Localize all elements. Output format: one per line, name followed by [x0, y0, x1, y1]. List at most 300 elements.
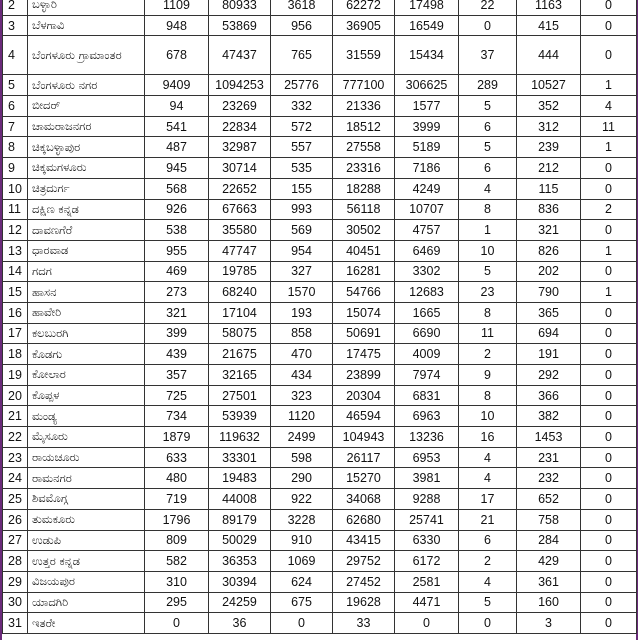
- table-row: [3, 592, 637, 613]
- district-name-cell: ಚಾಮರಾಜನಗರ: [28, 116, 145, 137]
- value-cell: 0: [581, 344, 637, 365]
- table-body: [3, 0, 637, 633]
- value-cell: 6: [459, 116, 517, 137]
- value-cell: 8: [459, 385, 517, 406]
- table-row: [3, 220, 637, 241]
- value-cell: 9288: [395, 489, 459, 510]
- value-cell: 31559: [333, 36, 395, 75]
- value-cell: 2: [459, 551, 517, 572]
- row-number-cell: 25: [3, 489, 28, 510]
- value-cell: 366: [517, 385, 581, 406]
- row-number-cell: 15: [3, 282, 28, 303]
- value-cell: 2: [459, 344, 517, 365]
- value-cell: 633: [145, 447, 209, 468]
- value-cell: 480: [145, 468, 209, 489]
- value-cell: 719: [145, 489, 209, 510]
- value-cell: 25776: [271, 75, 333, 96]
- value-cell: 4: [581, 96, 637, 117]
- value-cell: 6330: [395, 530, 459, 551]
- row-number-cell: 18: [3, 344, 28, 365]
- value-cell: 0: [581, 613, 637, 634]
- district-name-cell: ಯಾದಗಿರಿ: [28, 592, 145, 613]
- district-name-cell: ರಾಯಚೂರು: [28, 447, 145, 468]
- row-number-cell: 29: [3, 571, 28, 592]
- value-cell: 306625: [395, 75, 459, 96]
- value-cell: 53869: [209, 15, 271, 36]
- value-cell: 0: [581, 365, 637, 386]
- value-cell: 1120: [271, 406, 333, 427]
- value-cell: 0: [459, 15, 517, 36]
- row-number-cell: 7: [3, 116, 28, 137]
- value-cell: 365: [517, 302, 581, 323]
- value-cell: 694: [517, 323, 581, 344]
- value-cell: 0: [581, 571, 637, 592]
- value-cell: 948: [145, 15, 209, 36]
- value-cell: 53939: [209, 406, 271, 427]
- value-cell: 67663: [209, 199, 271, 220]
- value-cell: 0: [581, 158, 637, 179]
- row-number-cell: 9: [3, 158, 28, 179]
- value-cell: 678: [145, 36, 209, 75]
- value-cell: 23899: [333, 365, 395, 386]
- value-cell: 36905: [333, 15, 395, 36]
- value-cell: 19785: [209, 261, 271, 282]
- value-cell: 35580: [209, 220, 271, 241]
- value-cell: 239: [517, 137, 581, 158]
- value-cell: 62680: [333, 509, 395, 530]
- value-cell: 415: [517, 15, 581, 36]
- value-cell: 6831: [395, 385, 459, 406]
- value-cell: 16281: [333, 261, 395, 282]
- value-cell: 541: [145, 116, 209, 137]
- value-cell: 1094253: [209, 75, 271, 96]
- row-number-cell: 27: [3, 530, 28, 551]
- value-cell: 68240: [209, 282, 271, 303]
- value-cell: 26117: [333, 447, 395, 468]
- table-row: [3, 261, 637, 282]
- value-cell: 765: [271, 36, 333, 75]
- value-cell: 27452: [333, 571, 395, 592]
- value-cell: 104943: [333, 427, 395, 448]
- value-cell: 9409: [145, 75, 209, 96]
- value-cell: 22652: [209, 178, 271, 199]
- value-cell: 15434: [395, 36, 459, 75]
- row-number-cell: 31: [3, 613, 28, 634]
- value-cell: 8: [459, 199, 517, 220]
- value-cell: 332: [271, 96, 333, 117]
- district-table: [2, 0, 637, 634]
- value-cell: 1069: [271, 551, 333, 572]
- value-cell: 273: [145, 282, 209, 303]
- value-cell: 836: [517, 199, 581, 220]
- value-cell: 21675: [209, 344, 271, 365]
- row-number-cell: 19: [3, 365, 28, 386]
- value-cell: 0: [581, 220, 637, 241]
- value-cell: 312: [517, 116, 581, 137]
- district-name-cell: ಚಿಕ್ಕಬಳ್ಳಾಪುರ: [28, 137, 145, 158]
- table-row: [3, 137, 637, 158]
- row-number-cell: 28: [3, 551, 28, 572]
- value-cell: 0: [581, 15, 637, 36]
- value-cell: 5189: [395, 137, 459, 158]
- value-cell: 27558: [333, 137, 395, 158]
- value-cell: 439: [145, 344, 209, 365]
- row-number-cell: 12: [3, 220, 28, 241]
- value-cell: 4: [459, 468, 517, 489]
- value-cell: 323: [271, 385, 333, 406]
- value-cell: 569: [271, 220, 333, 241]
- value-cell: 62272: [333, 0, 395, 15]
- value-cell: 758: [517, 509, 581, 530]
- value-cell: 321: [517, 220, 581, 241]
- value-cell: 0: [581, 509, 637, 530]
- table-row: [3, 75, 637, 96]
- table-row: [3, 427, 637, 448]
- district-name-cell: ಮಂಡ್ಯ: [28, 406, 145, 427]
- value-cell: 922: [271, 489, 333, 510]
- value-cell: 191: [517, 344, 581, 365]
- district-name-cell: ಕೊಡಗು: [28, 344, 145, 365]
- value-cell: 0: [145, 613, 209, 634]
- value-cell: 538: [145, 220, 209, 241]
- value-cell: 24259: [209, 592, 271, 613]
- value-cell: 361: [517, 571, 581, 592]
- value-cell: 9: [459, 365, 517, 386]
- value-cell: 1665: [395, 302, 459, 323]
- value-cell: 357: [145, 365, 209, 386]
- value-cell: 19628: [333, 592, 395, 613]
- value-cell: 3302: [395, 261, 459, 282]
- table-row: [3, 116, 637, 137]
- table-row: [3, 240, 637, 261]
- value-cell: 598: [271, 447, 333, 468]
- value-cell: 557: [271, 137, 333, 158]
- district-name-cell: ಬೀದರ್: [28, 96, 145, 117]
- value-cell: 3981: [395, 468, 459, 489]
- value-cell: 32987: [209, 137, 271, 158]
- value-cell: 4: [459, 178, 517, 199]
- value-cell: 6: [459, 158, 517, 179]
- value-cell: 0: [395, 613, 459, 634]
- value-cell: 310: [145, 571, 209, 592]
- value-cell: 231: [517, 447, 581, 468]
- value-cell: 4471: [395, 592, 459, 613]
- value-cell: 7974: [395, 365, 459, 386]
- value-cell: 955: [145, 240, 209, 261]
- value-cell: 15270: [333, 468, 395, 489]
- value-cell: 675: [271, 592, 333, 613]
- value-cell: 0: [581, 0, 637, 15]
- value-cell: 5: [459, 592, 517, 613]
- value-cell: 352: [517, 96, 581, 117]
- value-cell: 1: [581, 282, 637, 303]
- district-name-cell: ಬೆಂಗಳೂರು ನಗರ: [28, 75, 145, 96]
- row-number-cell: 3: [3, 15, 28, 36]
- table-row: [3, 96, 637, 117]
- value-cell: 18288: [333, 178, 395, 199]
- table-row: [3, 282, 637, 303]
- value-cell: 30394: [209, 571, 271, 592]
- value-cell: 3999: [395, 116, 459, 137]
- value-cell: 119632: [209, 427, 271, 448]
- district-name-cell: ದಕ್ಷಿಣ ಕನ್ನಡ: [28, 199, 145, 220]
- value-cell: 22: [459, 0, 517, 15]
- value-cell: 16: [459, 427, 517, 448]
- value-cell: 487: [145, 137, 209, 158]
- value-cell: 11: [459, 323, 517, 344]
- value-cell: 212: [517, 158, 581, 179]
- value-cell: 2: [581, 199, 637, 220]
- value-cell: 6953: [395, 447, 459, 468]
- table-row: [3, 302, 637, 323]
- value-cell: 5: [459, 137, 517, 158]
- value-cell: 27501: [209, 385, 271, 406]
- table-row: [3, 406, 637, 427]
- value-cell: 30714: [209, 158, 271, 179]
- value-cell: 36353: [209, 551, 271, 572]
- value-cell: 0: [581, 447, 637, 468]
- value-cell: 17498: [395, 0, 459, 15]
- row-number-cell: 22: [3, 427, 28, 448]
- value-cell: 155: [271, 178, 333, 199]
- value-cell: 3: [517, 613, 581, 634]
- value-cell: 37: [459, 36, 517, 75]
- value-cell: 50691: [333, 323, 395, 344]
- value-cell: 46594: [333, 406, 395, 427]
- table-row: [3, 365, 637, 386]
- table-row: [3, 385, 637, 406]
- value-cell: 13236: [395, 427, 459, 448]
- value-cell: 0: [581, 427, 637, 448]
- district-name-cell: ಹಾಸನ: [28, 282, 145, 303]
- table-row: [3, 344, 637, 365]
- row-number-cell: 11: [3, 199, 28, 220]
- value-cell: 6172: [395, 551, 459, 572]
- district-name-cell: ಉಡುಪಿ: [28, 530, 145, 551]
- value-cell: 94: [145, 96, 209, 117]
- value-cell: 1: [459, 220, 517, 241]
- value-cell: 21: [459, 509, 517, 530]
- district-name-cell: ತುಮಕೂರು: [28, 509, 145, 530]
- value-cell: 0: [581, 530, 637, 551]
- value-cell: 50029: [209, 530, 271, 551]
- value-cell: 289: [459, 75, 517, 96]
- value-cell: 1570: [271, 282, 333, 303]
- value-cell: 1109: [145, 0, 209, 15]
- row-number-cell: 24: [3, 468, 28, 489]
- value-cell: 321: [145, 302, 209, 323]
- value-cell: 47437: [209, 36, 271, 75]
- value-cell: 993: [271, 199, 333, 220]
- value-cell: 10527: [517, 75, 581, 96]
- district-name-cell: ಕೋಲಾರ: [28, 365, 145, 386]
- value-cell: 945: [145, 158, 209, 179]
- value-cell: 0: [581, 468, 637, 489]
- value-cell: 535: [271, 158, 333, 179]
- value-cell: 6469: [395, 240, 459, 261]
- value-cell: 1: [581, 137, 637, 158]
- value-cell: 58075: [209, 323, 271, 344]
- value-cell: 826: [517, 240, 581, 261]
- value-cell: 470: [271, 344, 333, 365]
- value-cell: 32165: [209, 365, 271, 386]
- value-cell: 44008: [209, 489, 271, 510]
- value-cell: 18512: [333, 116, 395, 137]
- row-number-cell: 23: [3, 447, 28, 468]
- value-cell: 0: [459, 613, 517, 634]
- district-name-cell: ಬಳ್ಳಾರಿ: [28, 0, 145, 15]
- value-cell: 1163: [517, 0, 581, 15]
- table-row: [3, 178, 637, 199]
- value-cell: 22834: [209, 116, 271, 137]
- value-cell: 10: [459, 406, 517, 427]
- value-cell: 193: [271, 302, 333, 323]
- row-number-cell: 20: [3, 385, 28, 406]
- value-cell: 56118: [333, 199, 395, 220]
- district-name-cell: ಹಾವೇರಿ: [28, 302, 145, 323]
- value-cell: 89179: [209, 509, 271, 530]
- table-row: [3, 551, 637, 572]
- value-cell: 809: [145, 530, 209, 551]
- value-cell: 20304: [333, 385, 395, 406]
- value-cell: 25741: [395, 509, 459, 530]
- value-cell: 0: [581, 592, 637, 613]
- table-row: [3, 36, 637, 75]
- value-cell: 0: [581, 406, 637, 427]
- table-row: [3, 571, 637, 592]
- value-cell: 17104: [209, 302, 271, 323]
- row-number-cell: 10: [3, 178, 28, 199]
- row-number-cell: 13: [3, 240, 28, 261]
- table-row: [3, 468, 637, 489]
- value-cell: 725: [145, 385, 209, 406]
- row-number-cell: 26: [3, 509, 28, 530]
- value-cell: 5: [459, 96, 517, 117]
- district-name-cell: ಗದಗ: [28, 261, 145, 282]
- district-name-cell: ಬೆಳಗಾವಿ: [28, 15, 145, 36]
- value-cell: 1577: [395, 96, 459, 117]
- value-cell: 568: [145, 178, 209, 199]
- value-cell: 469: [145, 261, 209, 282]
- value-cell: 23269: [209, 96, 271, 117]
- row-number-cell: 14: [3, 261, 28, 282]
- row-number-cell: 17: [3, 323, 28, 344]
- value-cell: 15074: [333, 302, 395, 323]
- value-cell: 6: [459, 530, 517, 551]
- value-cell: 652: [517, 489, 581, 510]
- table-row: [3, 0, 637, 15]
- value-cell: 11: [581, 116, 637, 137]
- value-cell: 858: [271, 323, 333, 344]
- row-number-cell: 16: [3, 302, 28, 323]
- value-cell: 6690: [395, 323, 459, 344]
- value-cell: 1796: [145, 509, 209, 530]
- value-cell: 777100: [333, 75, 395, 96]
- value-cell: 160: [517, 592, 581, 613]
- value-cell: 1: [581, 240, 637, 261]
- district-name-cell: ಕಲಬುರಗಿ: [28, 323, 145, 344]
- district-name-cell: ಮೈಸೂರು: [28, 427, 145, 448]
- value-cell: 0: [271, 613, 333, 634]
- district-name-cell: ದಾವಣಗೆರೆ: [28, 220, 145, 241]
- value-cell: 23316: [333, 158, 395, 179]
- value-cell: 0: [581, 323, 637, 344]
- value-cell: 284: [517, 530, 581, 551]
- value-cell: 12683: [395, 282, 459, 303]
- value-cell: 33: [333, 613, 395, 634]
- value-cell: 327: [271, 261, 333, 282]
- value-cell: 0: [581, 489, 637, 510]
- table-row: [3, 15, 637, 36]
- value-cell: 4757: [395, 220, 459, 241]
- district-name-cell: ಶಿವಮೊಗ್ಗ: [28, 489, 145, 510]
- value-cell: 23: [459, 282, 517, 303]
- table-row: [3, 199, 637, 220]
- value-cell: 21336: [333, 96, 395, 117]
- row-number-cell: 5: [3, 75, 28, 96]
- value-cell: 0: [581, 261, 637, 282]
- row-number-cell: 4: [3, 36, 28, 75]
- table-row: [3, 613, 637, 634]
- value-cell: 3228: [271, 509, 333, 530]
- value-cell: 34068: [333, 489, 395, 510]
- district-name-cell: ಧಾರವಾಡ: [28, 240, 145, 261]
- value-cell: 790: [517, 282, 581, 303]
- value-cell: 16549: [395, 15, 459, 36]
- table-row: [3, 489, 637, 510]
- value-cell: 3618: [271, 0, 333, 15]
- value-cell: 80933: [209, 0, 271, 15]
- value-cell: 54766: [333, 282, 395, 303]
- table-row: [3, 158, 637, 179]
- row-number-cell: 21: [3, 406, 28, 427]
- value-cell: 29752: [333, 551, 395, 572]
- value-cell: 399: [145, 323, 209, 344]
- value-cell: 33301: [209, 447, 271, 468]
- value-cell: 6963: [395, 406, 459, 427]
- row-number-cell: 2: [3, 0, 28, 15]
- value-cell: 1453: [517, 427, 581, 448]
- value-cell: 43415: [333, 530, 395, 551]
- value-cell: 19483: [209, 468, 271, 489]
- district-name-cell: ರಾಮನಗರ: [28, 468, 145, 489]
- table-row: [3, 509, 637, 530]
- row-number-cell: 8: [3, 137, 28, 158]
- value-cell: 956: [271, 15, 333, 36]
- value-cell: 115: [517, 178, 581, 199]
- value-cell: 582: [145, 551, 209, 572]
- district-name-cell: ಚಿಕ್ಕಮಗಳೂರು: [28, 158, 145, 179]
- value-cell: 1879: [145, 427, 209, 448]
- value-cell: 444: [517, 36, 581, 75]
- value-cell: 0: [581, 36, 637, 75]
- value-cell: 40451: [333, 240, 395, 261]
- value-cell: 290: [271, 468, 333, 489]
- value-cell: 734: [145, 406, 209, 427]
- value-cell: 4: [459, 571, 517, 592]
- value-cell: 434: [271, 365, 333, 386]
- value-cell: 36: [209, 613, 271, 634]
- value-cell: 0: [581, 302, 637, 323]
- value-cell: 0: [581, 178, 637, 199]
- row-number-cell: 30: [3, 592, 28, 613]
- district-name-cell: ಬೆಂಗಳೂರು ಗ್ರಾಮಾಂತರ: [28, 36, 145, 75]
- value-cell: 2499: [271, 427, 333, 448]
- value-cell: 1: [581, 75, 637, 96]
- district-name-cell: ಕೊಪ್ಪಳ: [28, 385, 145, 406]
- table-row: [3, 530, 637, 551]
- value-cell: 47747: [209, 240, 271, 261]
